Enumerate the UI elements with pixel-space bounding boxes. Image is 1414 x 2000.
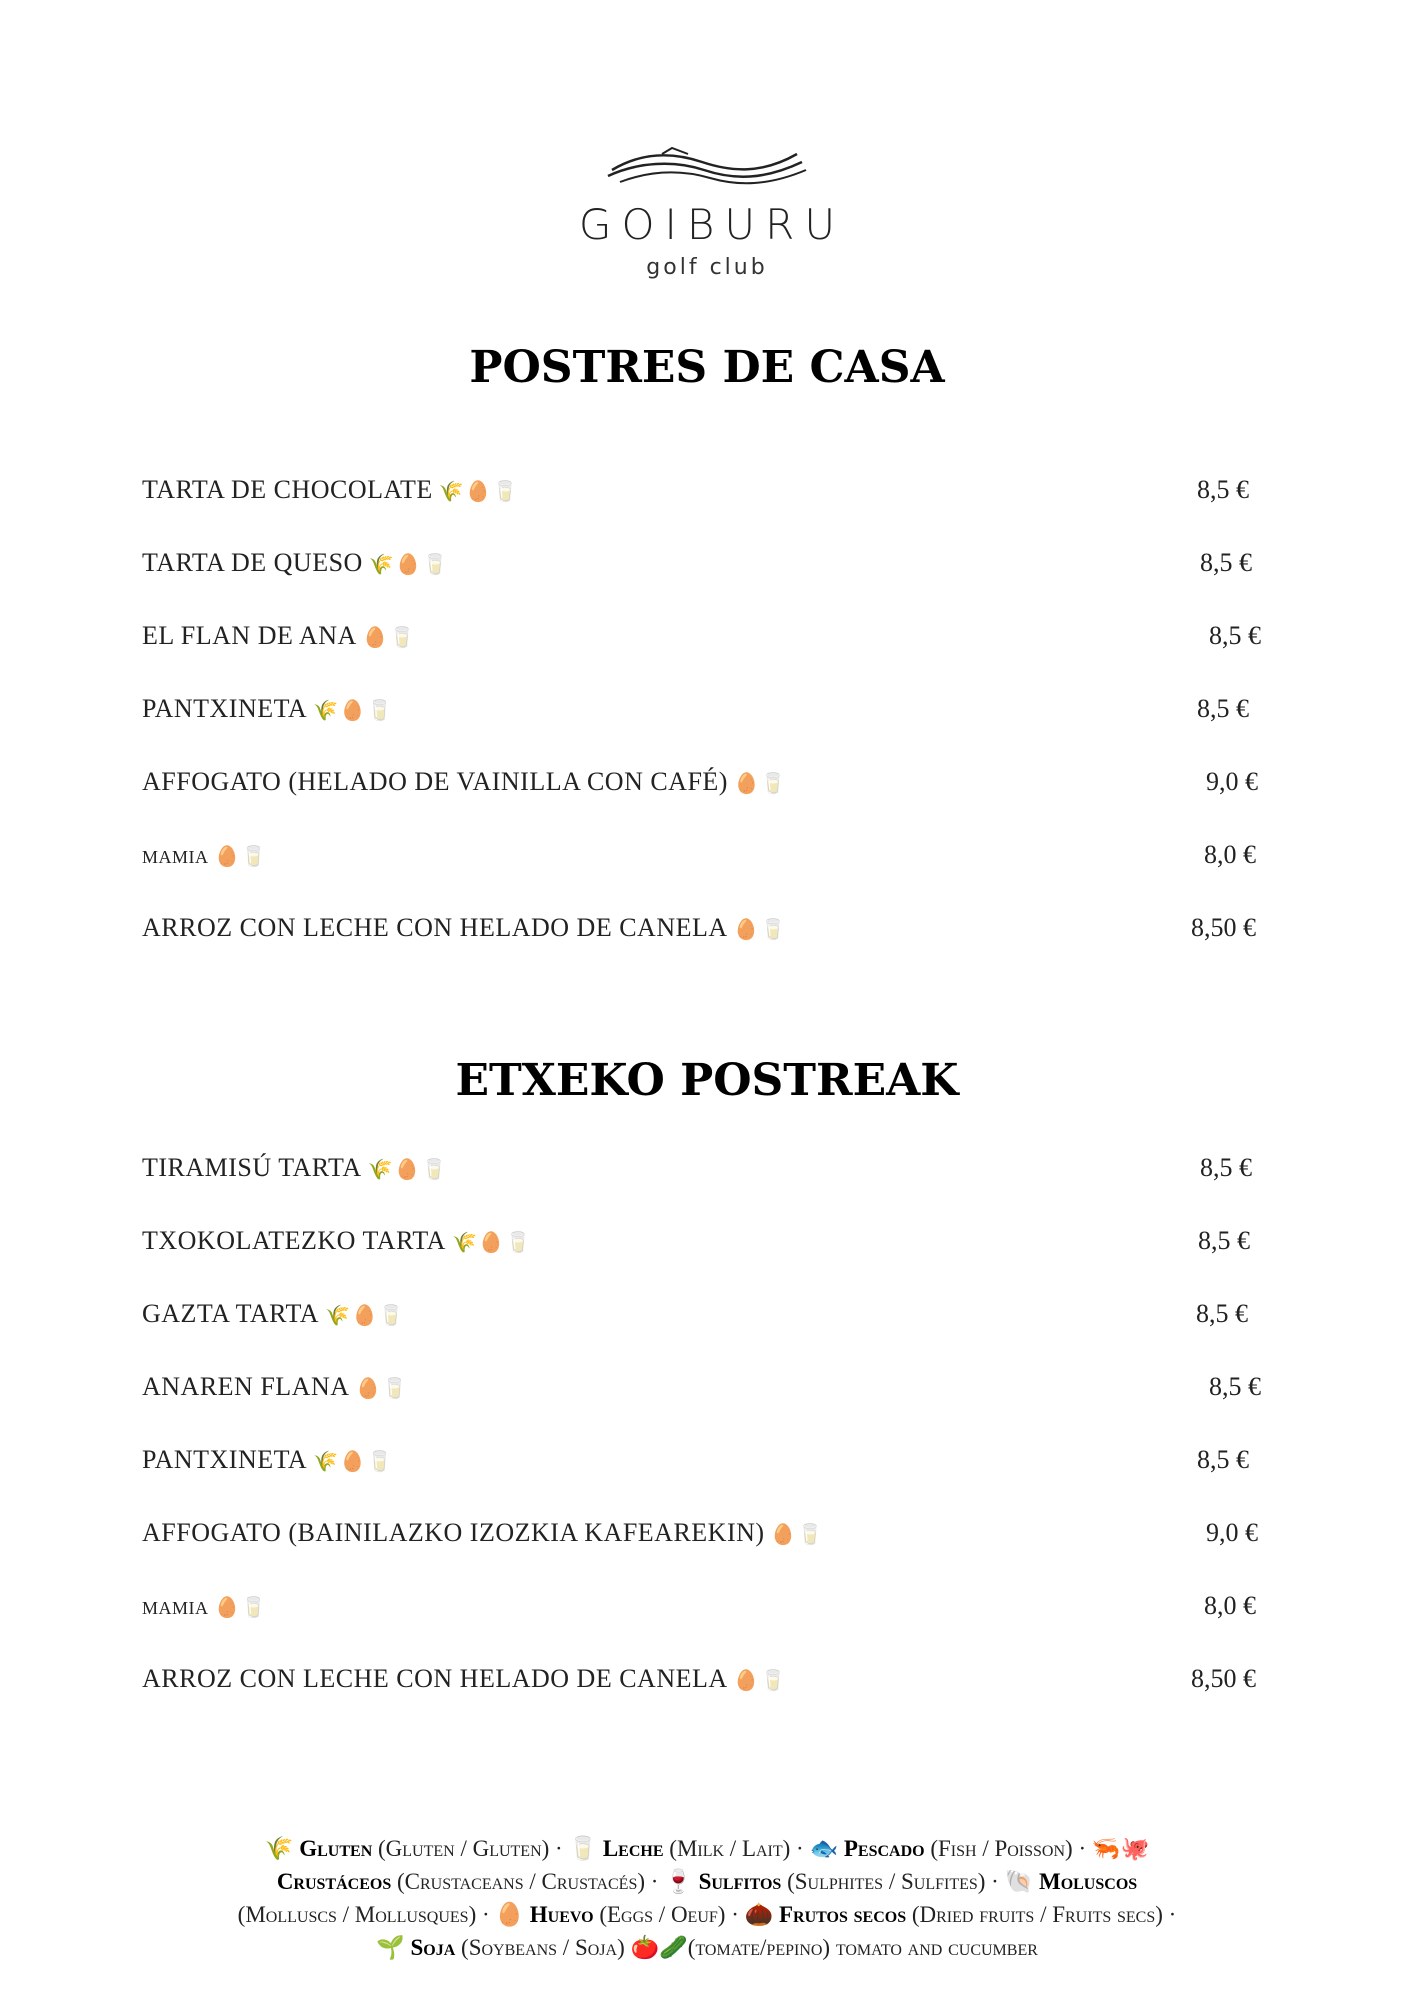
logo-subtitle: golf club bbox=[646, 255, 768, 280]
allergen-icons: 🌾🥚🥛 bbox=[367, 1159, 449, 1181]
item-name: PANTXINETA 🌾🥚🥛 bbox=[142, 1445, 394, 1474]
item-price: 9,0 € bbox=[1206, 1518, 1258, 1547]
menu-item bbox=[142, 1445, 1272, 1518]
nut-icon: 🌰 bbox=[744, 1902, 774, 1927]
allergen-icons: 🥚🥛 bbox=[214, 1597, 269, 1619]
item-price: 8,5 € bbox=[1200, 1153, 1252, 1182]
item-name: TIRAMISÚ TARTA 🌾🥚🥛 bbox=[142, 1153, 449, 1182]
item-name: GAZTA TARTA 🌾🥚🥛 bbox=[142, 1299, 406, 1328]
item-price: 8,5 € bbox=[1209, 621, 1261, 650]
allergen-icons: 🥚🥛 bbox=[733, 1670, 788, 1692]
legend-soja: Soja bbox=[410, 1935, 456, 1960]
allergen-icons: 🥚🥛 bbox=[770, 1524, 825, 1546]
menu-item bbox=[142, 548, 1272, 621]
item-price: 8,5 € bbox=[1197, 1445, 1249, 1474]
legend-huevo: Huevo bbox=[529, 1902, 594, 1927]
legend-leche-translation: (Milk / Lait) · bbox=[669, 1836, 804, 1861]
item-name: mamia 🥚🥛 bbox=[142, 1591, 269, 1620]
item-price: 8,0 € bbox=[1204, 840, 1256, 869]
item-name: EL FLAN DE ANA 🥚🥛 bbox=[142, 621, 417, 650]
allergen-icons: 🌾🥚🥛 bbox=[325, 1305, 406, 1327]
tomato-cucumber-icon: 🍅🥒 bbox=[630, 1935, 688, 1960]
item-name: PANTXINETA 🌾🥚🥛 bbox=[142, 694, 394, 723]
milk-icon: 🥛 bbox=[568, 1836, 598, 1861]
item-name: AFFOGATO (BAINILAZKO IZOZKIA KAFEAREKIN) 🥚🥛 bbox=[142, 1518, 825, 1547]
item-name: ANAREN FLANA 🥚🥛 bbox=[142, 1372, 410, 1401]
legend-moluscos-translation: (Molluscs / Mollusques) · bbox=[237, 1902, 490, 1927]
menu-list-etxeko bbox=[142, 1153, 1272, 1737]
logo-wave-icon bbox=[592, 140, 822, 196]
item-price: 8,5 € bbox=[1209, 1372, 1261, 1401]
legend-pescado-translation: (Fish / Poisson) · bbox=[930, 1836, 1087, 1861]
menu-list-postres bbox=[142, 475, 1272, 986]
menu-item bbox=[142, 767, 1272, 840]
section-title-etxeko: ETXEKO POSTREAK bbox=[455, 1055, 959, 1106]
item-name: mamia 🥚🥛 bbox=[142, 840, 269, 869]
menu-item bbox=[142, 621, 1272, 694]
legend-frutos: Frutos secos bbox=[779, 1902, 907, 1927]
legend-crustaceos: Crustáceos bbox=[276, 1869, 392, 1894]
legend-moluscos: Moluscos bbox=[1038, 1869, 1138, 1894]
item-price: 8,5 € bbox=[1200, 548, 1252, 577]
menu-item bbox=[142, 1518, 1272, 1591]
legend-sulfitos-translation: (Sulphites / Sulfites) · bbox=[787, 1869, 999, 1894]
allergen-icons: 🌾🥚🥛 bbox=[313, 1451, 394, 1473]
item-price: 8,5 € bbox=[1198, 1226, 1250, 1255]
allergen-icons: 🌾🥚🥛 bbox=[313, 700, 394, 722]
item-price: 8,5 € bbox=[1196, 1299, 1248, 1328]
legend-sulfitos: Sulfitos bbox=[698, 1869, 782, 1894]
legend-pescado: Pescado bbox=[843, 1836, 925, 1861]
legend-leche: Leche bbox=[602, 1836, 664, 1861]
menu-item bbox=[142, 1226, 1272, 1299]
legend-crustaceos-translation: (Crustaceans / Crustacés) · bbox=[396, 1869, 659, 1894]
shrimp-octopus-icon: 🦐🐙 bbox=[1091, 1836, 1150, 1861]
legend-soja-translation: (Soybeans / Soja) bbox=[461, 1935, 625, 1960]
gluten-icon: 🌾 bbox=[264, 1836, 294, 1861]
menu-item bbox=[142, 913, 1272, 986]
allergen-icons: 🥚🥛 bbox=[214, 846, 269, 868]
legend-tomate-translation: (tomate/pepino) tomato and cucumber bbox=[687, 1935, 1038, 1960]
menu-item bbox=[142, 840, 1272, 913]
item-name: ARROZ CON LECHE CON HELADO DE CANELA 🥚🥛 bbox=[142, 913, 788, 942]
item-price: 8,5 € bbox=[1197, 694, 1249, 723]
menu-item bbox=[142, 1299, 1272, 1372]
legend-gluten-translation: (Gluten / Gluten) · bbox=[378, 1836, 563, 1861]
allergen-icons: 🥚🥛 bbox=[733, 773, 788, 795]
allergen-icons: 🥚🥛 bbox=[733, 919, 788, 941]
item-name: ARROZ CON LECHE CON HELADO DE CANELA 🥚🥛 bbox=[142, 1664, 788, 1693]
allergen-icons: 🥚🥛 bbox=[355, 1378, 410, 1400]
egg-icon: 🥚 bbox=[495, 1902, 525, 1927]
wine-icon: 🍷 bbox=[664, 1869, 693, 1894]
legend-huevo-translation: (Eggs / Oeuf) · bbox=[599, 1902, 739, 1927]
legend-frutos-translation: (Dried fruits / Fruits secs) · bbox=[911, 1902, 1177, 1927]
menu-item bbox=[142, 694, 1272, 767]
menu-item bbox=[142, 1664, 1272, 1737]
logo bbox=[0, 140, 1414, 280]
item-name: TARTA DE QUESO 🌾🥚🥛 bbox=[142, 548, 450, 577]
item-price: 8,50 € bbox=[1191, 913, 1256, 942]
menu-item bbox=[142, 1153, 1272, 1226]
menu-item bbox=[142, 1372, 1272, 1445]
item-name: TXOKOLATEZKO TARTA 🌾🥚🥛 bbox=[142, 1226, 533, 1255]
section-title-postres: POSTRES DE CASA bbox=[469, 342, 945, 393]
item-price: 9,0 € bbox=[1206, 767, 1258, 796]
fish-icon: 🐟 bbox=[809, 1836, 839, 1861]
menu-item bbox=[142, 475, 1272, 548]
menu-item bbox=[142, 1591, 1272, 1664]
item-price: 8,50 € bbox=[1191, 1664, 1256, 1693]
allergen-icons: 🌾🥚🥛 bbox=[451, 1232, 533, 1254]
sprout-icon: 🌱 bbox=[376, 1935, 405, 1960]
logo-name: GOIBURU bbox=[578, 200, 846, 249]
allergen-icons: 🌾🥚🥛 bbox=[438, 481, 520, 503]
shell-icon: 🐚 bbox=[1004, 1869, 1034, 1894]
item-price: 8,5 € bbox=[1197, 475, 1249, 504]
item-name: TARTA DE CHOCOLATE 🌾🥚🥛 bbox=[142, 475, 520, 504]
legend-gluten: Gluten bbox=[299, 1836, 373, 1861]
item-price: 8,0 € bbox=[1204, 1591, 1256, 1620]
allergen-icons: 🥚🥛 bbox=[362, 627, 417, 649]
item-name: AFFOGATO (HELADO DE VAINILLA CON CAFÉ) 🥚🥛 bbox=[142, 767, 788, 796]
allergen-legend bbox=[100, 1832, 1314, 1964]
allergen-icons: 🌾🥚🥛 bbox=[368, 554, 450, 576]
